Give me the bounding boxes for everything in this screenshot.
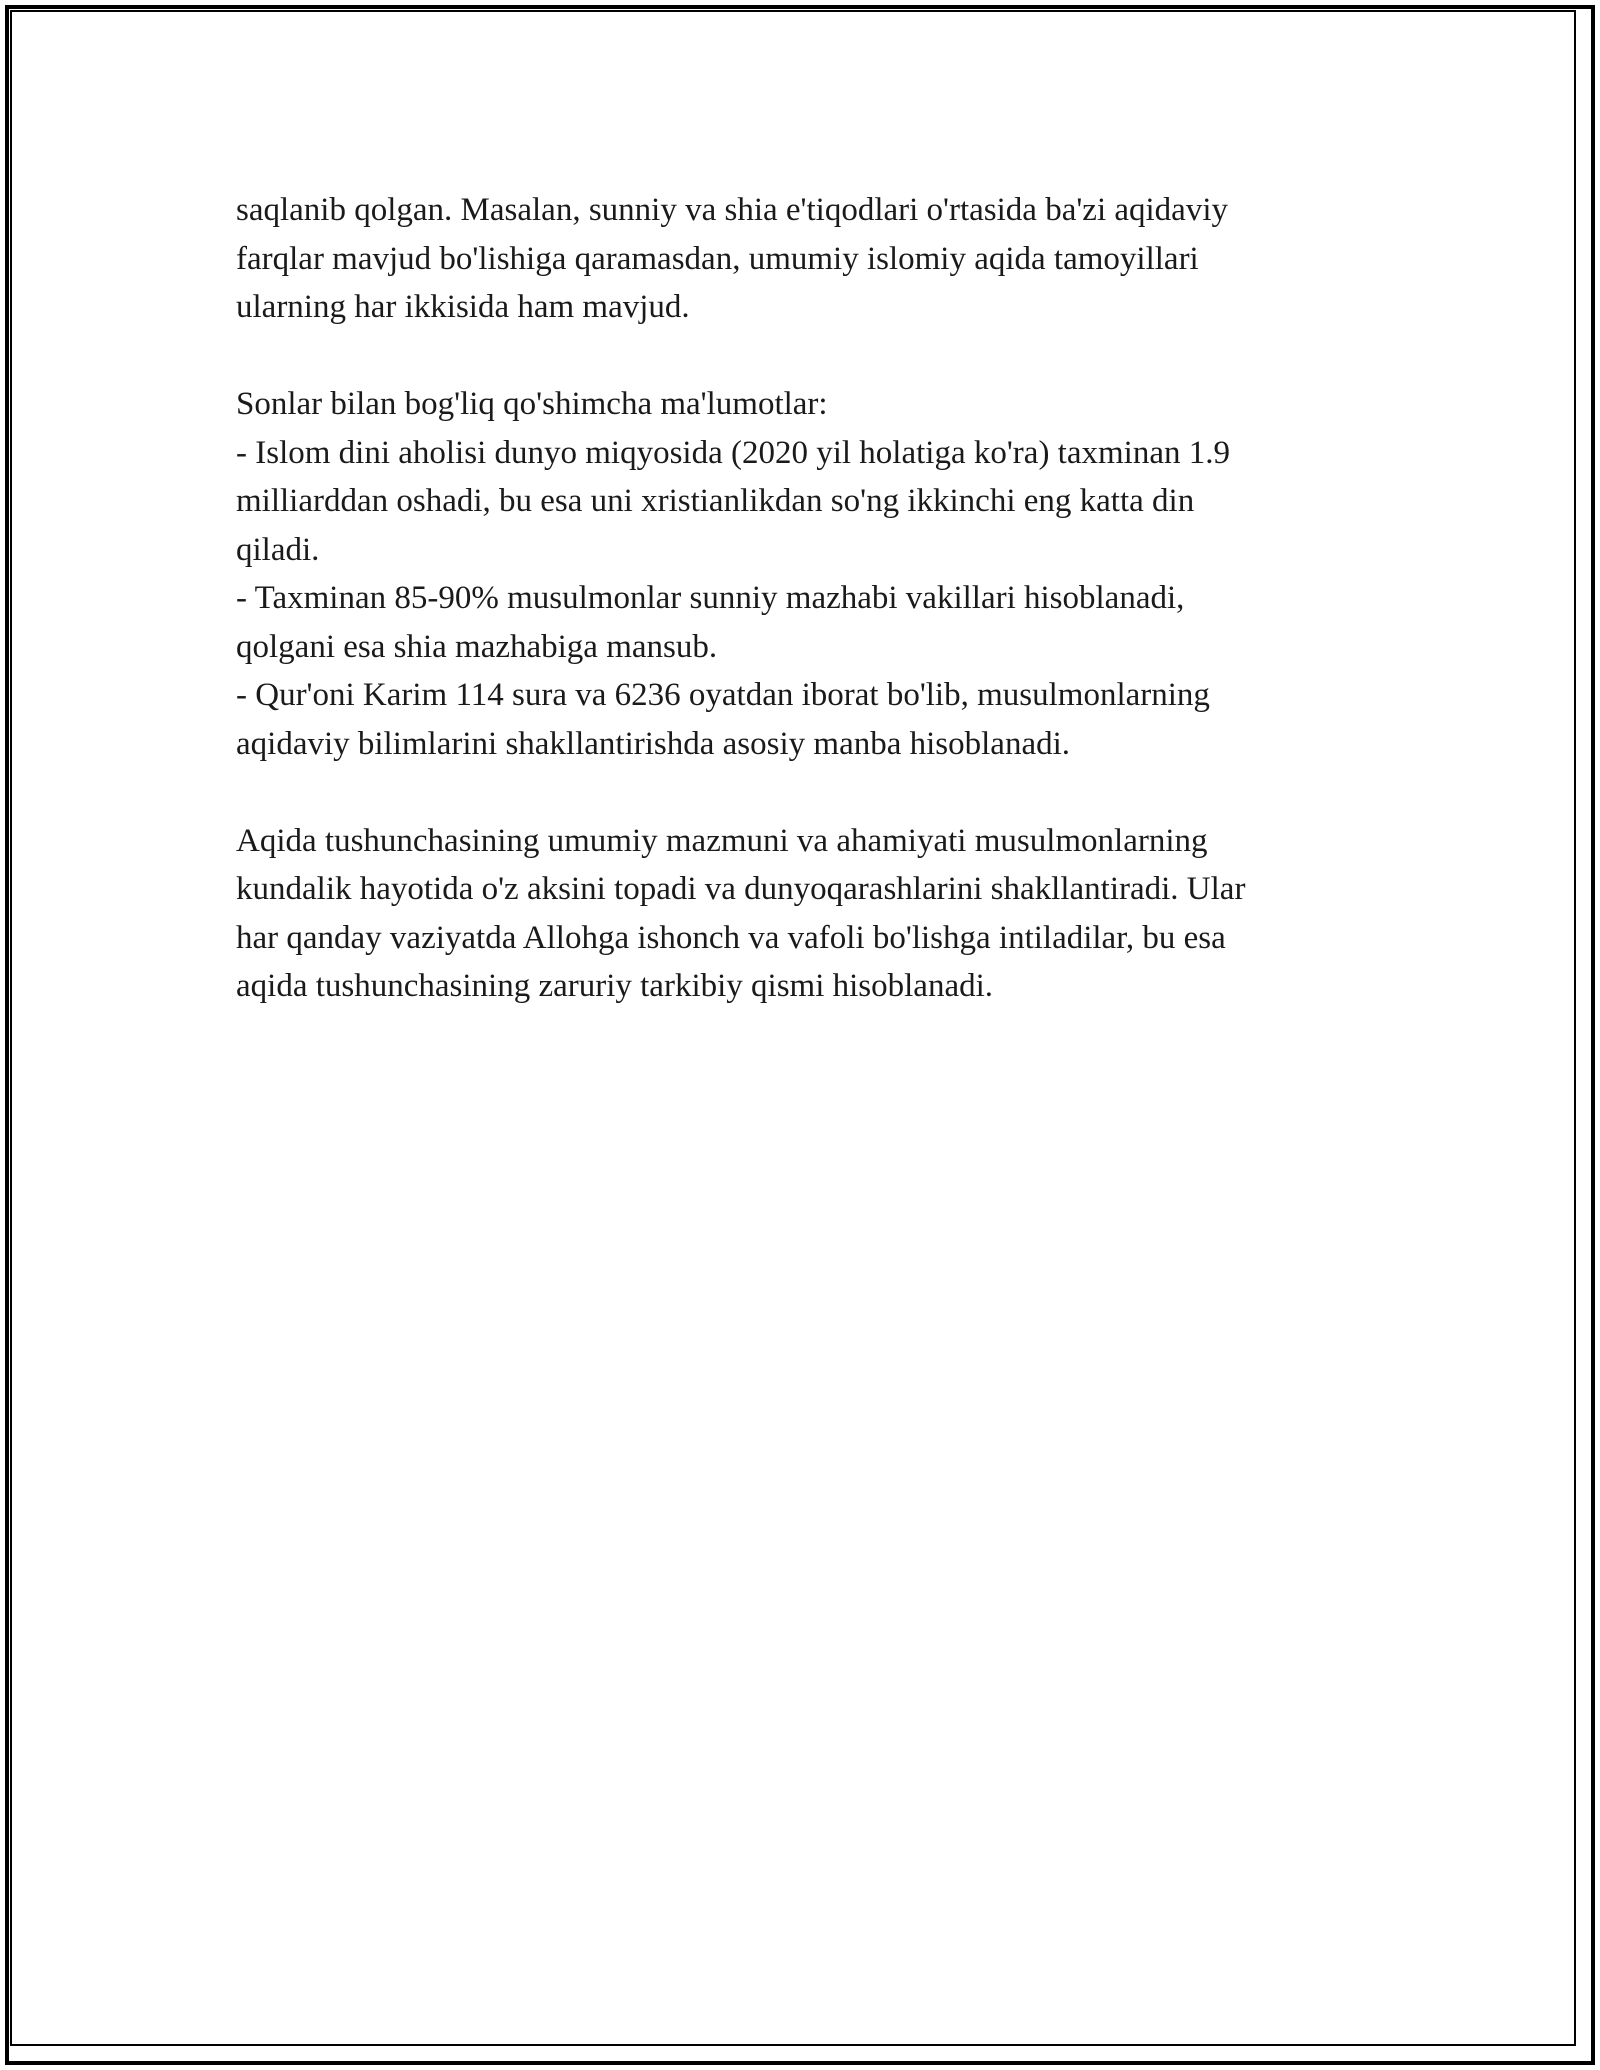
list-item-line: milliarddan oshadi, bu esa uni xristianlikdan so'ng ikkinchi eng katta din <box>236 483 1195 519</box>
page-body <box>236 186 1386 1011</box>
list-item-line: - Taxminan 85-90% musulmonlar sunniy mazhabi vakillari hisoblanadi, <box>236 580 1185 616</box>
list-item-line: qolgani esa shia mazhabiga mansub. <box>236 628 718 665</box>
text-line: har qanday vaziyatda Allohga ishonch va vafoli bo'lishga intiladilar, bu esa <box>236 919 1226 956</box>
list-item-line: - Islom dini aholisi dunyo miqyosida (2020 yil holatiga ko'ra) taxminan 1.9 <box>236 434 1230 471</box>
text-line: kundalik hayotida o'z aksini topadi va dunyoqarashlarini shakllantiradi. Ular <box>236 871 1246 907</box>
list-item-line: qiladi. <box>236 531 320 568</box>
paragraph-spacer <box>236 768 1386 817</box>
text-line: Aqida tushunchasining umumiy mazmuni va ahamiyati musulmonlarning <box>236 822 1208 859</box>
paragraph-continuation <box>236 186 1386 332</box>
text-line: ularning har ikkisida ham mavjud. <box>236 289 690 325</box>
paragraph-conclusion <box>236 817 1386 1011</box>
section-heading: Sonlar bilan bog'liq qo'shimcha ma'lumotlar: <box>236 386 828 422</box>
text-line: farqlar mavjud bo'lishiga qaramasdan, umumiy islomiy aqida tamoyillari <box>236 240 1199 277</box>
list-item-line: - Qur'oni Karim 114 sura va 6236 oyatdan iborat bo'lib, musulmonlarning <box>236 677 1210 713</box>
paragraph-spacer <box>236 332 1386 381</box>
paragraph-statistics <box>236 380 1386 768</box>
text-line: saqlanib qolgan. Masalan, sunniy va shia e'tiqodlari o'rtasida ba'zi aqidaviy <box>236 192 1228 228</box>
text-line: aqida tushunchasining zaruriy tarkibiy qismi hisoblanadi. <box>236 968 994 1004</box>
list-item-line: aqidaviy bilimlarini shakllantirishda asosiy manba hisoblanadi. <box>236 725 1071 762</box>
